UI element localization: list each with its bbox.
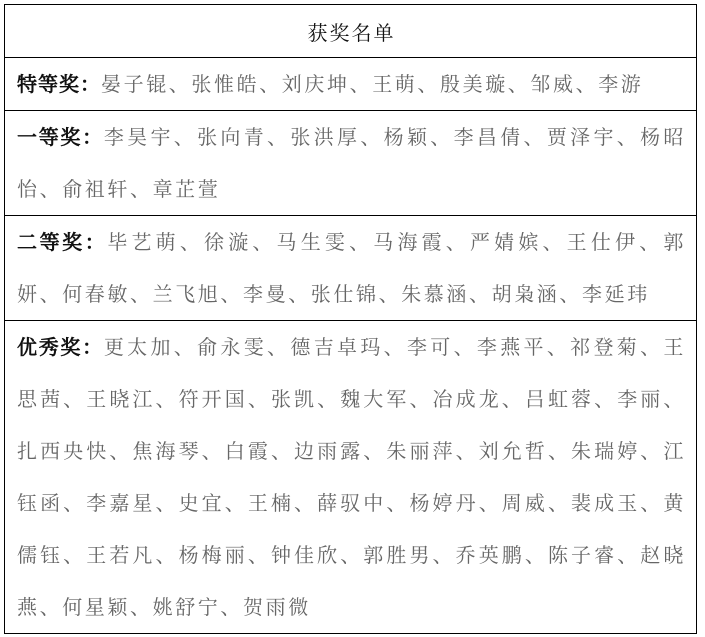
award-row-second — [5, 216, 697, 321]
award-row-first — [5, 111, 697, 216]
table-header-row — [5, 5, 697, 58]
award-cell — [5, 321, 697, 634]
award-row-special — [5, 58, 697, 111]
award-names: 李昊宇、张向青、张洪厚、杨颖、李昌倩、贾泽宇、杨昭怡、俞祖轩、章芷萱 — [17, 125, 687, 201]
award-names: 更太加、俞永雯、德吉卓玛、李可、李燕平、祁登菊、王思茜、王晓江、符开国、张凯、魏大军、冶成龙、吕虹蓉、李丽、扎西央快、焦海琴、白霞、边雨露、朱丽萍、刘允哲、朱瑞婷、江钰函、李嘉星、史宜、王楠、薛驭中、杨婷丹、周威、裴成玉、黄儒钰、王若凡、杨梅丽、钟佳欣、郭胜男、乔英鹏、陈子睿、赵晓燕、何星颖、姚舒宁、贺雨微 — [17, 335, 687, 619]
table-title: 获奖名单 — [5, 5, 697, 58]
award-label: 特等奖： — [17, 72, 101, 96]
award-label: 优秀奖： — [17, 335, 104, 359]
award-label: 一等奖： — [17, 125, 104, 149]
award-names: 晏子锟、张惟皓、刘庆坤、王萌、殷美璇、邹威、李游 — [101, 72, 644, 96]
award-list-table — [4, 4, 697, 634]
award-row-excellence — [5, 321, 697, 634]
award-cell — [5, 58, 697, 111]
award-label: 二等奖： — [17, 230, 108, 254]
award-names: 毕艺萌、徐漩、马生雯、马海霞、严婧嫔、王仕伊、郭妍、何春敏、兰飞旭、李曼、张仕锦、朱慕涵、胡枭涵、李延玮 — [17, 230, 686, 306]
award-cell — [5, 111, 697, 216]
award-cell — [5, 216, 697, 321]
